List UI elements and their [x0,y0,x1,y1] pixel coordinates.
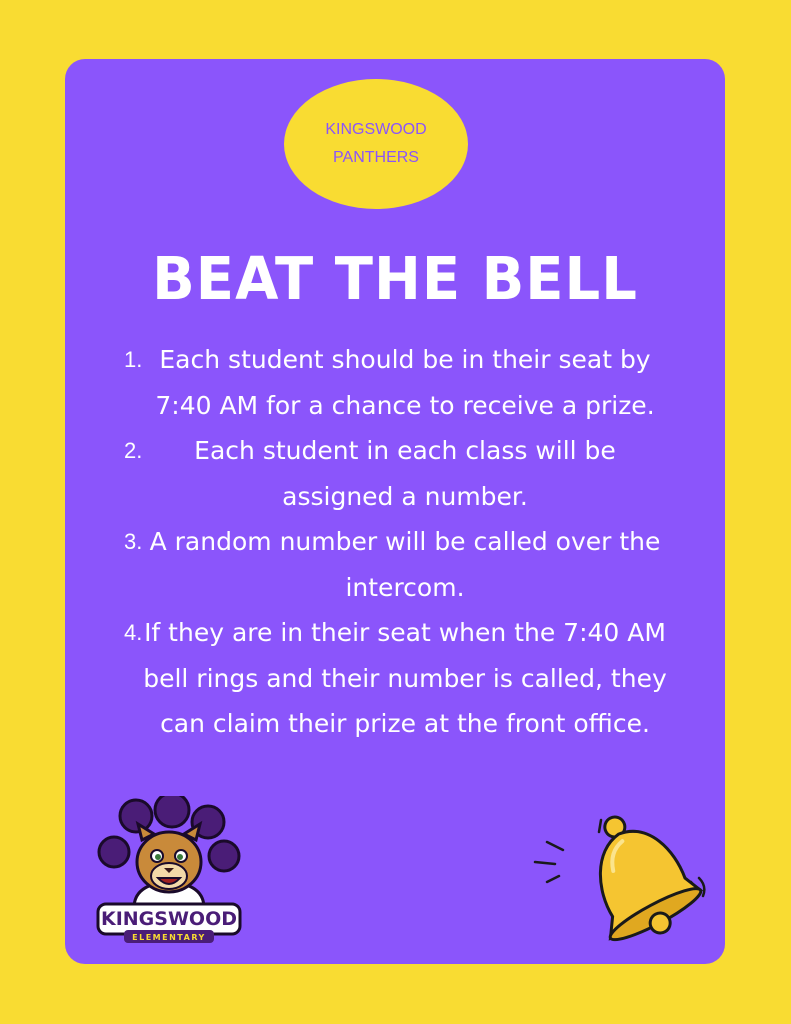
logo-name: KINGSWOOD [100,908,238,930]
rule-text: A random number will be called over the intercom. [149,527,661,602]
logo-subtitle: ELEMENTARY [132,933,206,942]
panther-mascot-icon [134,824,204,908]
team-badge [284,79,468,209]
badge-line-2: PANTHERS [333,149,419,166]
ringing-bell-icon [525,812,715,952]
rule-item [110,519,680,610]
rule-number: 1. [124,347,143,372]
badge-line-1: KINGSWOOD [325,121,427,138]
rule-text: Each student in each class will be assigned a number. [194,436,616,511]
rule-number: 3. [124,529,143,554]
badge-text [311,116,441,172]
rule-number: 2. [124,438,143,463]
rule-text: Each student should be in their seat by 7:40 AM for a chance to receive a prize. [155,345,655,420]
rule-item [110,428,680,519]
rule-number: 4. [124,620,143,645]
rule-item [110,337,680,428]
poster-title: BEAT THE BELL [152,245,638,314]
rules-list [110,337,680,747]
rule-item [110,610,680,747]
rule-text: If they are in their seat when the 7:40 AM bell rings and their number is called, they can claim their prize at the front office. [143,618,667,738]
school-logo [94,796,244,946]
